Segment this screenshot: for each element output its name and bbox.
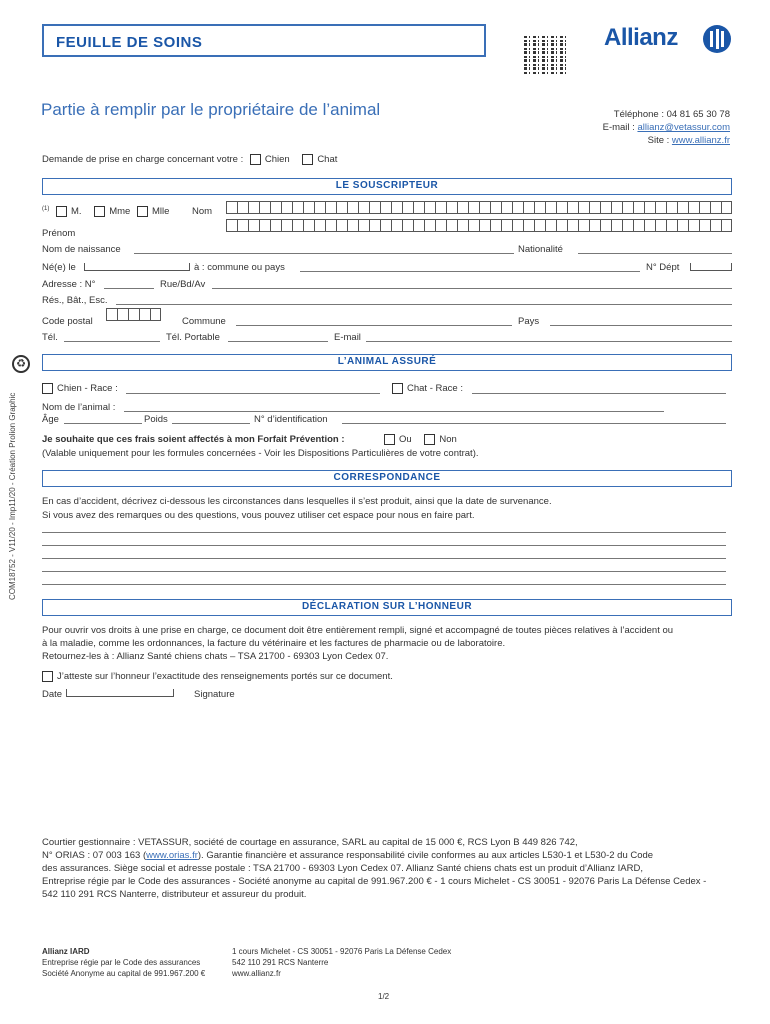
identification-label: N° d’identification: [254, 414, 328, 425]
declaration-paragraph: [42, 624, 732, 663]
section-declaration: DÉCLARATION SUR L’HONNEUR: [42, 599, 732, 616]
nom-label: Nom: [192, 206, 213, 218]
footer-col2: [232, 946, 451, 979]
orias-link[interactable]: www.orias.fr: [146, 850, 198, 861]
comb-cell[interactable]: [578, 201, 589, 214]
comb-cell[interactable]: [248, 219, 259, 232]
birthdate-field[interactable]: [84, 263, 190, 271]
comb-cell[interactable]: [490, 201, 501, 214]
commune-pays-field[interactable]: [300, 271, 640, 272]
chien-race-row: [38, 383, 118, 394]
comb-cell[interactable]: [446, 219, 457, 232]
footer-c2l1: 1 cours Michelet - CS 30051 - 92076 Paris La Défense Cedex: [232, 947, 452, 956]
comb-cell[interactable]: [534, 201, 545, 214]
commune-field[interactable]: [236, 325, 512, 326]
correspondance-line2: Si vous avez des remarques ou des questions, vous pouvez utiliser cet espace pour nous en faire part.: [42, 510, 475, 521]
mme-checkbox[interactable]: [94, 206, 105, 217]
tel-field[interactable]: [64, 341, 160, 342]
comb-cell[interactable]: [710, 201, 721, 214]
allianz-logo-icon: [703, 25, 731, 53]
identification-field[interactable]: [342, 423, 726, 424]
comb-cell[interactable]: [501, 201, 512, 214]
comb-cell[interactable]: [545, 219, 556, 232]
comb-cell[interactable]: [303, 201, 314, 214]
comb-cell[interactable]: [523, 201, 534, 214]
comb-cell[interactable]: [435, 219, 446, 232]
comb-cell[interactable]: [292, 219, 303, 232]
courtier-l2b: ). Garantie financière et assurance responsabilité civile conformes au aux articles L530-1 et L530-2 du Code: [197, 850, 654, 861]
comb-cell[interactable]: [611, 219, 622, 232]
comb-cell[interactable]: [479, 201, 490, 214]
prenom-label: Prénom: [42, 228, 76, 239]
section-correspondance: CORRESPONDANCE: [42, 470, 732, 487]
page-title: FEUILLE DE SOINS: [56, 34, 203, 51]
comb-cell[interactable]: [358, 201, 369, 214]
comb-cell[interactable]: [457, 219, 468, 232]
comb-cell[interactable]: [567, 219, 578, 232]
footer-company: Allianz IARD: [42, 947, 90, 956]
res-label: Rés., Bât., Esc.: [42, 295, 108, 306]
nationalite-field[interactable]: [578, 253, 732, 254]
comb-cell[interactable]: [468, 219, 479, 232]
note-ref: (1): [42, 206, 50, 212]
comb-cell[interactable]: [688, 201, 699, 214]
nationalite-label: Nationalité: [518, 244, 563, 255]
mlle-checkbox[interactable]: [137, 206, 148, 217]
demande-row: [42, 154, 337, 165]
comb-cell[interactable]: [226, 219, 237, 232]
ne-le-label: Né(e) le: [42, 262, 76, 273]
dept-field[interactable]: [690, 263, 732, 271]
chien-race-field[interactable]: [126, 393, 380, 394]
tel-label: Tél.: [42, 332, 58, 343]
comb-cell[interactable]: [259, 201, 270, 214]
rue-field[interactable]: [212, 288, 732, 289]
rue-label: Rue/Bd/Av: [160, 279, 206, 290]
contact-block: [603, 108, 730, 147]
comb-cell[interactable]: [721, 201, 732, 214]
comb-cell[interactable]: [325, 201, 336, 214]
comb-cell[interactable]: [611, 201, 622, 214]
site-label: Site :: [647, 135, 672, 146]
tel-portable-field[interactable]: [228, 341, 328, 342]
nom-comb-field[interactable]: [226, 201, 732, 214]
attest-row: [38, 671, 393, 682]
chat-race-label: Chat - Race :: [407, 383, 463, 395]
commune-pays-label: à : commune ou pays: [194, 262, 285, 273]
comb-cell[interactable]: [336, 201, 347, 214]
comb-cell[interactable]: [435, 201, 446, 214]
comb-cell[interactable]: [402, 219, 413, 232]
page-number: 1/2: [378, 992, 390, 1001]
declaration-p1: Pour ouvrir vos droits à une prise en charge, ce document doit être entièrement rempli, signé et accompagné de toutes pièces relatives à l’accident ou: [42, 625, 674, 636]
comb-cell[interactable]: [336, 219, 347, 232]
forfait-note: (Valable uniquement pour les formules concernées - Voir les Dispositions Particulières de votre contrat).: [42, 448, 479, 459]
chien-checkbox[interactable]: [250, 154, 261, 165]
comb-cell[interactable]: [237, 219, 248, 232]
comb-cell[interactable]: [117, 308, 128, 321]
comb-cell[interactable]: [270, 219, 281, 232]
forfait-oui-label: Ou: [399, 434, 412, 446]
comb-cell[interactable]: [600, 219, 611, 232]
comb-cell[interactable]: [424, 219, 435, 232]
comb-cell[interactable]: [468, 201, 479, 214]
prenom-comb-field[interactable]: [226, 219, 732, 232]
comb-cell[interactable]: [226, 201, 237, 214]
comb-cell[interactable]: [325, 219, 336, 232]
correspondance-line[interactable]: [42, 584, 726, 585]
comb-cell[interactable]: [106, 308, 117, 321]
comb-cell[interactable]: [666, 201, 677, 214]
chat-race-row: [388, 383, 463, 394]
site-link[interactable]: www.allianz.fr: [671, 135, 730, 146]
comb-cell[interactable]: [281, 201, 292, 214]
footer-c1l3: Société Anonyme au capital de 991.967.200 €: [42, 969, 206, 978]
email-field[interactable]: [366, 341, 732, 342]
comb-cell[interactable]: [622, 219, 633, 232]
demande-label: Demande de prise en charge concernant votre :: [42, 154, 244, 166]
comb-cell[interactable]: [710, 219, 721, 232]
title-box: [42, 24, 486, 57]
adresse-label: Adresse : N°: [42, 279, 96, 290]
commune-label: Commune: [182, 316, 226, 327]
comb-cell[interactable]: [589, 219, 600, 232]
chien-race-checkbox[interactable]: [42, 383, 53, 394]
adresse-num-field[interactable]: [104, 288, 154, 289]
declaration-p2: à la maladie, comme les ordonnances, la facture du vétérinaire et les factures de pharmacie ou de laboratoire.: [42, 638, 506, 649]
comb-cell[interactable]: [380, 219, 391, 232]
forfait-oui-checkbox[interactable]: [384, 434, 395, 445]
section-animal: L’ANIMAL ASSURÉ: [42, 354, 732, 371]
poids-label: Poids: [144, 414, 168, 425]
comb-cell[interactable]: [259, 219, 270, 232]
email-label: E-mail :: [602, 122, 638, 133]
comb-cell[interactable]: [457, 201, 468, 214]
footer-c1l2: Entreprise régie par le Code des assurances: [42, 958, 201, 967]
dept-label: N° Dépt: [646, 262, 680, 273]
recycle-icon: ♻: [12, 355, 30, 373]
comb-cell[interactable]: [347, 219, 358, 232]
code-postal-label: Code postal: [42, 316, 93, 327]
comb-cell[interactable]: [677, 219, 688, 232]
date-label: Date: [42, 689, 63, 700]
comb-cell[interactable]: [303, 219, 314, 232]
correspondance-line1: En cas d’accident, décrivez ci-dessous les circonstances dans lesquelles il s’est produit, ainsi que la date de survenance.: [42, 496, 552, 507]
footer-col1: [42, 946, 205, 979]
correspondance-line[interactable]: [42, 571, 726, 572]
chat-checkbox[interactable]: [302, 154, 313, 165]
courtier-l2a: N° ORIAS : 07 003 163 (: [42, 850, 147, 861]
chien-race-label: Chien - Race :: [57, 383, 118, 395]
comb-cell[interactable]: [490, 219, 501, 232]
comb-cell[interactable]: [567, 201, 578, 214]
attest-label: J’atteste sur l’honneur l’exactitude des renseignements portés sur ce document.: [57, 671, 393, 683]
comb-cell[interactable]: [578, 219, 589, 232]
m-checkbox[interactable]: [56, 206, 67, 217]
comb-cell[interactable]: [292, 201, 303, 214]
nom-naissance-label: Nom de naissance: [42, 244, 121, 255]
forfait-options: [380, 434, 457, 445]
mme-label: Mme: [109, 206, 131, 218]
comb-cell[interactable]: [512, 201, 523, 214]
forfait-question: Je souhaite que ces frais soient affectés à mon Forfait Prévention :: [42, 434, 345, 445]
civilite-row: [42, 206, 212, 217]
chat-label: Chat: [317, 154, 338, 166]
comb-cell[interactable]: [237, 201, 248, 214]
m-label: M.: [70, 206, 82, 218]
comb-cell[interactable]: [139, 308, 150, 321]
allianz-logo-text: Allianz: [604, 24, 678, 51]
section-souscripteur: LE SOUSCRIPTEUR: [42, 178, 732, 195]
res-field[interactable]: [116, 304, 732, 305]
forfait-non-label: Non: [439, 434, 457, 446]
comb-cell[interactable]: [655, 201, 666, 214]
comb-cell[interactable]: [633, 201, 644, 214]
comb-cell[interactable]: [633, 219, 644, 232]
pays-field[interactable]: [550, 325, 732, 326]
comb-cell[interactable]: [556, 219, 567, 232]
comb-cell[interactable]: [380, 201, 391, 214]
age-label: Âge: [42, 414, 59, 425]
comb-cell[interactable]: [413, 219, 424, 232]
signature-label: Signature: [194, 689, 235, 700]
comb-cell[interactable]: [677, 201, 688, 214]
comb-cell[interactable]: [413, 201, 424, 214]
courtier-l5: 542 110 291 RCS Nanterre, distributeur et assureur du produit.: [42, 889, 307, 900]
comb-cell[interactable]: [622, 201, 633, 214]
comb-cell[interactable]: [314, 219, 325, 232]
declaration-p3: Retournez-les à : Allianz Santé chiens chats – TSA 21700 - 69303 Lyon Cedex 07.: [42, 651, 389, 662]
comb-cell[interactable]: [270, 201, 281, 214]
courtier-block: [42, 836, 732, 901]
poids-field[interactable]: [172, 423, 250, 424]
comb-cell[interactable]: [446, 201, 457, 214]
courtier-l1: Courtier gestionnaire : VETASSUR, société de courtage en assurance, SARL au capital de 15 000 €, RCS Lyon B 449 826 742,: [42, 837, 578, 848]
mlle-label: Mlle: [151, 206, 170, 218]
comb-cell[interactable]: [699, 201, 710, 214]
chat-race-checkbox[interactable]: [392, 383, 403, 394]
comb-cell[interactable]: [644, 201, 655, 214]
comb-cell[interactable]: [314, 201, 325, 214]
comb-cell[interactable]: [523, 219, 534, 232]
comb-cell[interactable]: [666, 219, 677, 232]
comb-cell[interactable]: [688, 219, 699, 232]
attest-checkbox[interactable]: [42, 671, 53, 682]
comb-cell[interactable]: [655, 219, 666, 232]
email-link[interactable]: allianz@vetassur.com: [637, 122, 730, 133]
date-field[interactable]: [66, 689, 174, 697]
comb-cell[interactable]: [589, 201, 600, 214]
comb-cell[interactable]: [534, 219, 545, 232]
pays-label: Pays: [518, 316, 540, 327]
chien-label: Chien: [264, 154, 290, 166]
comb-cell[interactable]: [721, 219, 732, 232]
comb-cell[interactable]: [600, 201, 611, 214]
comb-cell[interactable]: [512, 219, 523, 232]
forfait-non-checkbox[interactable]: [424, 434, 435, 445]
comb-cell[interactable]: [347, 201, 358, 214]
comb-cell[interactable]: [644, 219, 655, 232]
comb-cell[interactable]: [391, 219, 402, 232]
comb-cell[interactable]: [281, 219, 292, 232]
nom-animal-field[interactable]: [124, 411, 664, 412]
datamatrix-overlay: [524, 36, 566, 74]
comb-cell[interactable]: [402, 201, 413, 214]
comb-cell[interactable]: [150, 308, 161, 321]
comb-cell[interactable]: [128, 308, 139, 321]
age-field[interactable]: [64, 423, 142, 424]
footer-c2l2: 542 110 291 RCS Nanterre: [232, 958, 329, 967]
comb-cell[interactable]: [369, 219, 380, 232]
comb-cell[interactable]: [358, 219, 369, 232]
code-postal-field[interactable]: [106, 308, 161, 321]
nom-animal-label: Nom de l’animal :: [42, 402, 116, 413]
comb-cell[interactable]: [424, 201, 435, 214]
comb-cell[interactable]: [369, 201, 380, 214]
section-subtitle: Partie à remplir par le propriétaire de l’animal: [41, 100, 381, 119]
comb-cell[interactable]: [248, 201, 259, 214]
comb-cell[interactable]: [501, 219, 512, 232]
vertical-reference-text: COM18752 - V11/20 - Imp11/20 - Création Prolion Graphic: [8, 392, 17, 600]
chat-race-field[interactable]: [472, 393, 726, 394]
correspondance-line[interactable]: [42, 558, 726, 559]
correspondance-line[interactable]: [42, 545, 726, 546]
comb-cell[interactable]: [391, 201, 402, 214]
courtier-l4: Entreprise régie par le Code des assurances - Société anonyme au capital de 991.967.200 € - 1 cours Michelet - CS 30051 - 92076 Paris La Défense Cedex -: [42, 876, 707, 887]
comb-cell[interactable]: [479, 219, 490, 232]
comb-cell[interactable]: [556, 201, 567, 214]
tel-portable-label: Tél. Portable: [166, 332, 220, 343]
nom-naissance-field[interactable]: [134, 253, 514, 254]
phone-text: Téléphone : 04 81 65 30 78: [613, 109, 730, 120]
footer-c2l3: www.allianz.fr: [232, 969, 281, 978]
comb-cell[interactable]: [699, 219, 710, 232]
courtier-l3: des assurances. Siège social et adresse postale : TSA 21700 - 69303 Lyon Cedex 07. Allianz Santé chiens chats est un produit d’Allianz IARD,: [42, 863, 643, 874]
comb-cell[interactable]: [545, 201, 556, 214]
correspondance-line[interactable]: [42, 532, 726, 533]
email-field-label: E-mail: [334, 332, 361, 343]
